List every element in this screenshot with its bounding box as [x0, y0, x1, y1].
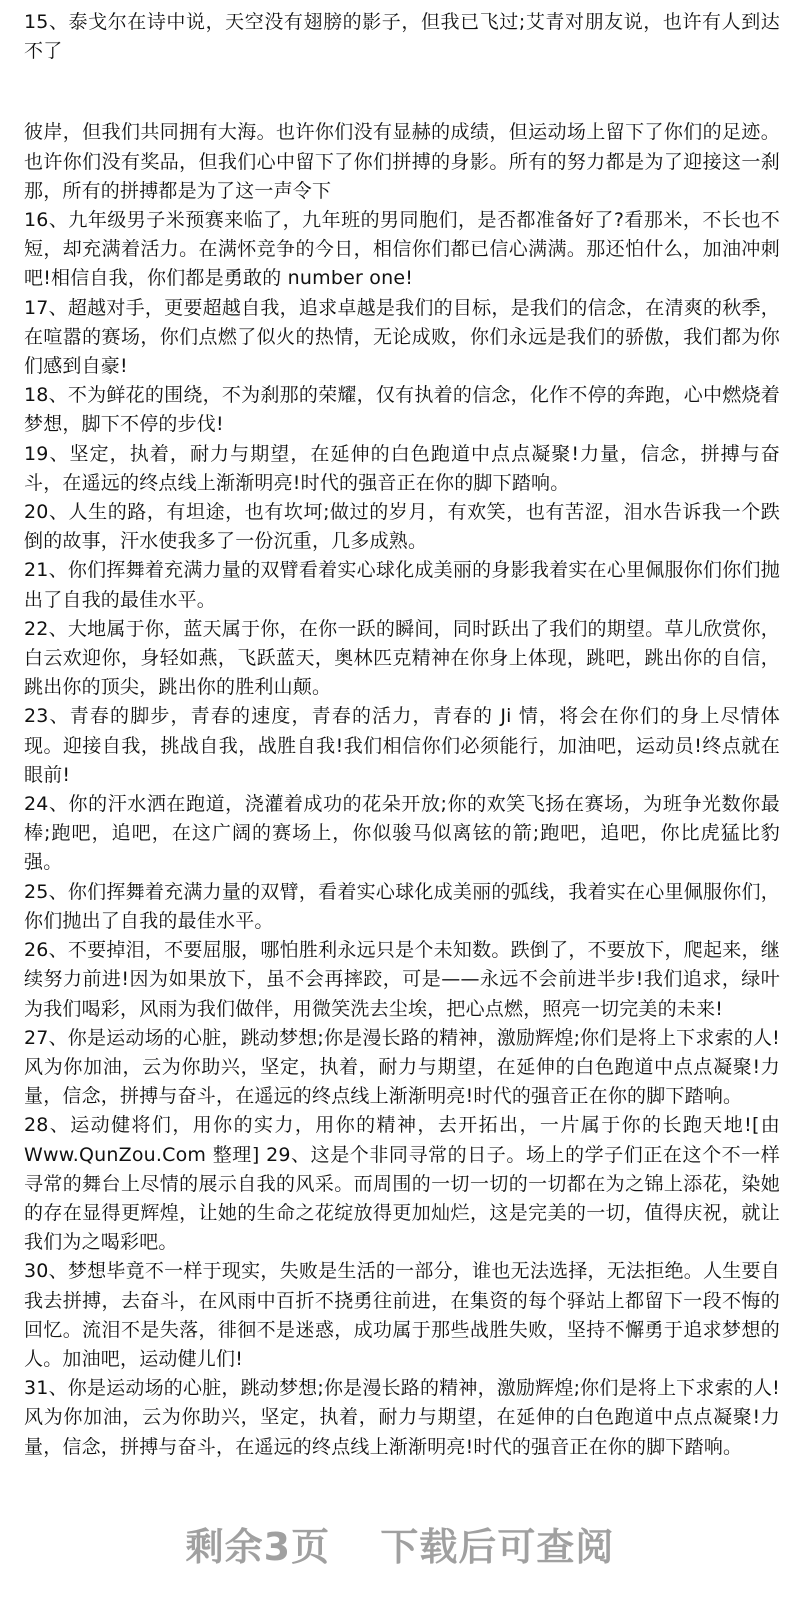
paragraph-19: 19、坚定，执着，耐力与期望，在延伸的白色跑道中点点凝聚!力量，信念，拼搏与奋斗，在遥远的终点线上渐渐明亮!时代的强音正在你的脚下踏响。 [24, 442, 780, 494]
download-to-view-text[interactable]: 下载后可查阅 [380, 1524, 615, 1569]
paragraph-23: 23、青春的脚步，青春的速度，青春的活力，青春的 Ji 情，将会在你们的身上尽情体现。迎接自我，挑战自我，战胜自我!我们相信你们必须能行，加油吧，运动员!终点就在眼前! [24, 705, 780, 786]
paragraph-31: 31、你是运动场的心脏，跳动梦想;你是漫长路的精神，激励辉煌;你们是将上下求索的人!风为你加油，云为你助兴，坚定，执着，耐力与期望，在延伸的白色跑道中点点凝聚!力量，信念，拼搏与奋斗，在遥远的终点线上渐渐明亮!时代的强音正在你的脚下踏响。 [24, 1377, 780, 1458]
paragraph-20: 20、人生的路，有坦途，也有坎坷;做过的岁月，有欢笑，也有苦涩，泪水告诉我一个跌倒的故事，汗水使我多了一份沉重，几多成熟。 [24, 501, 780, 553]
paragraph-16: 16、九年级男子米预赛来临了，九年班的男同胞们，是否都准备好了?看那米，不长也不短，却充满着活力。在满怀竞争的今日，相信你们都已信心满满。那还怕什么，加油冲刺吧!相信自我，你们都是勇敢的 number one! [24, 209, 780, 290]
document-body [24, 0, 780, 1462]
paragraph-28-29: 28、运动健将们，用你的实力，用你的精神，去开拓出，一片属于你的长跑天地![由Www.QunZou.Com 整理] 29、这是个非同寻常的日子。场上的学子们正在这个不一样寻常的舞台上尽情的展示自我的风采。而周围的一切一切的一切都在为之锦上添花，染她的存在显得更辉煌，让她的生命之花绽放得更加灿烂，这是完美的一切，值得庆祝，就让我们为之喝彩吧。 [24, 1114, 780, 1254]
paragraph-30: 30、梦想毕竟不一样于现实，失败是生活的一部分，谁也无法选择，无法拒绝。人生要自我去拼搏，去奋斗，在风雨中百折不挠勇往前进，在集资的每个驿站上都留下一段不悔的回忆。流泪不是失落，徘徊不是迷惑，成功属于那些战胜失败，坚持不懈勇于追求梦想的人。加油吧，运动健儿们! [24, 1260, 780, 1370]
paragraph-21: 21、你们挥舞着充满力量的双臂看着实心球化成美丽的身影我着实在心里佩服你们你们抛出了自我的最佳水平。 [24, 559, 780, 611]
paragraph-17: 17、超越对手，更要超越自我，追求卓越是我们的目标，是我们的信念，在清爽的秋季，在喧嚣的赛场，你们点燃了似火的热情，无论成败，你们永远是我们的骄傲，我们都为你们感到自豪! [24, 296, 780, 378]
paragraph-15-cont: 彼岸，但我们共同拥有大海。也许你们没有显赫的成绩，但运动场上留下了你们的足迹。也许你们没有奖品，但我们心中留下了你们拼搏的身影。所有的努力都是为了迎接这一刹那，所有的拼搏都是为了这一声令下 [24, 121, 780, 202]
paragraph-15-start: 15、泰戈尔在诗中说，天空没有翅膀的影子，但我已飞过;艾青对朋友说，也许有人到达不了 [24, 11, 780, 63]
paragraph-18: 18、不为鲜花的围绕，不为刹那的荣耀，仅有执着的信念，化作不停的奔跑，心中燃烧着梦想，脚下不停的步伐! [24, 384, 780, 436]
paragraph-27: 27、你是运动场的心脏，跳动梦想;你是漫长路的精神，激励辉煌;你们是将上下求索的人!风为你加油，云为你助兴，坚定，执着，耐力与期望，在延伸的白色跑道中点点凝聚!力量，信念，拼搏与奋斗，在遥远的终点线上渐渐明亮!时代的强音正在你的脚下踏响。 [24, 1026, 780, 1108]
remaining-pages-text: 剩余3页 [185, 1524, 331, 1569]
page-gap [24, 66, 780, 118]
paragraph-22: 22、大地属于你，蓝天属于你，在你一跃的瞬间，同时跃出了我们的期望。草儿欣赏你，白云欢迎你，身轻如燕，飞跃蓝天，奥林匹克精神在你身上体现，跳吧，跳出你的自信，跳出你的顶尖，跳出你的胜利山颠。 [24, 617, 780, 699]
paragraph-24: 24、你的汗水洒在跑道，浇灌着成功的花朵开放;你的欢笑飞扬在赛场，为班争光数你最棒;跑吧，追吧，在这广阔的赛场上，你似骏马似离铉的箭;跑吧，追吧，你比虎猛比豹强。 [24, 793, 780, 874]
paragraph-25: 25、你们挥舞着充满力量的双臂，看着实心球化成美丽的弧线，我着实在心里佩服你们，你们抛出了自我的最佳水平。 [24, 880, 780, 932]
paragraph-26: 26、不要掉泪，不要屈服，哪怕胜利永远只是个未知数。跌倒了，不要放下，爬起来，继续努力前进!因为如果放下，虽不会再摔跤，可是——永远不会前进半步!我们追求，绿叶为我们喝彩，风雨为我们做伴，用微笑洗去尘埃，把心点燃，照亮一切完美的未来! [24, 939, 780, 1020]
download-prompt[interactable] [0, 1522, 800, 1612]
